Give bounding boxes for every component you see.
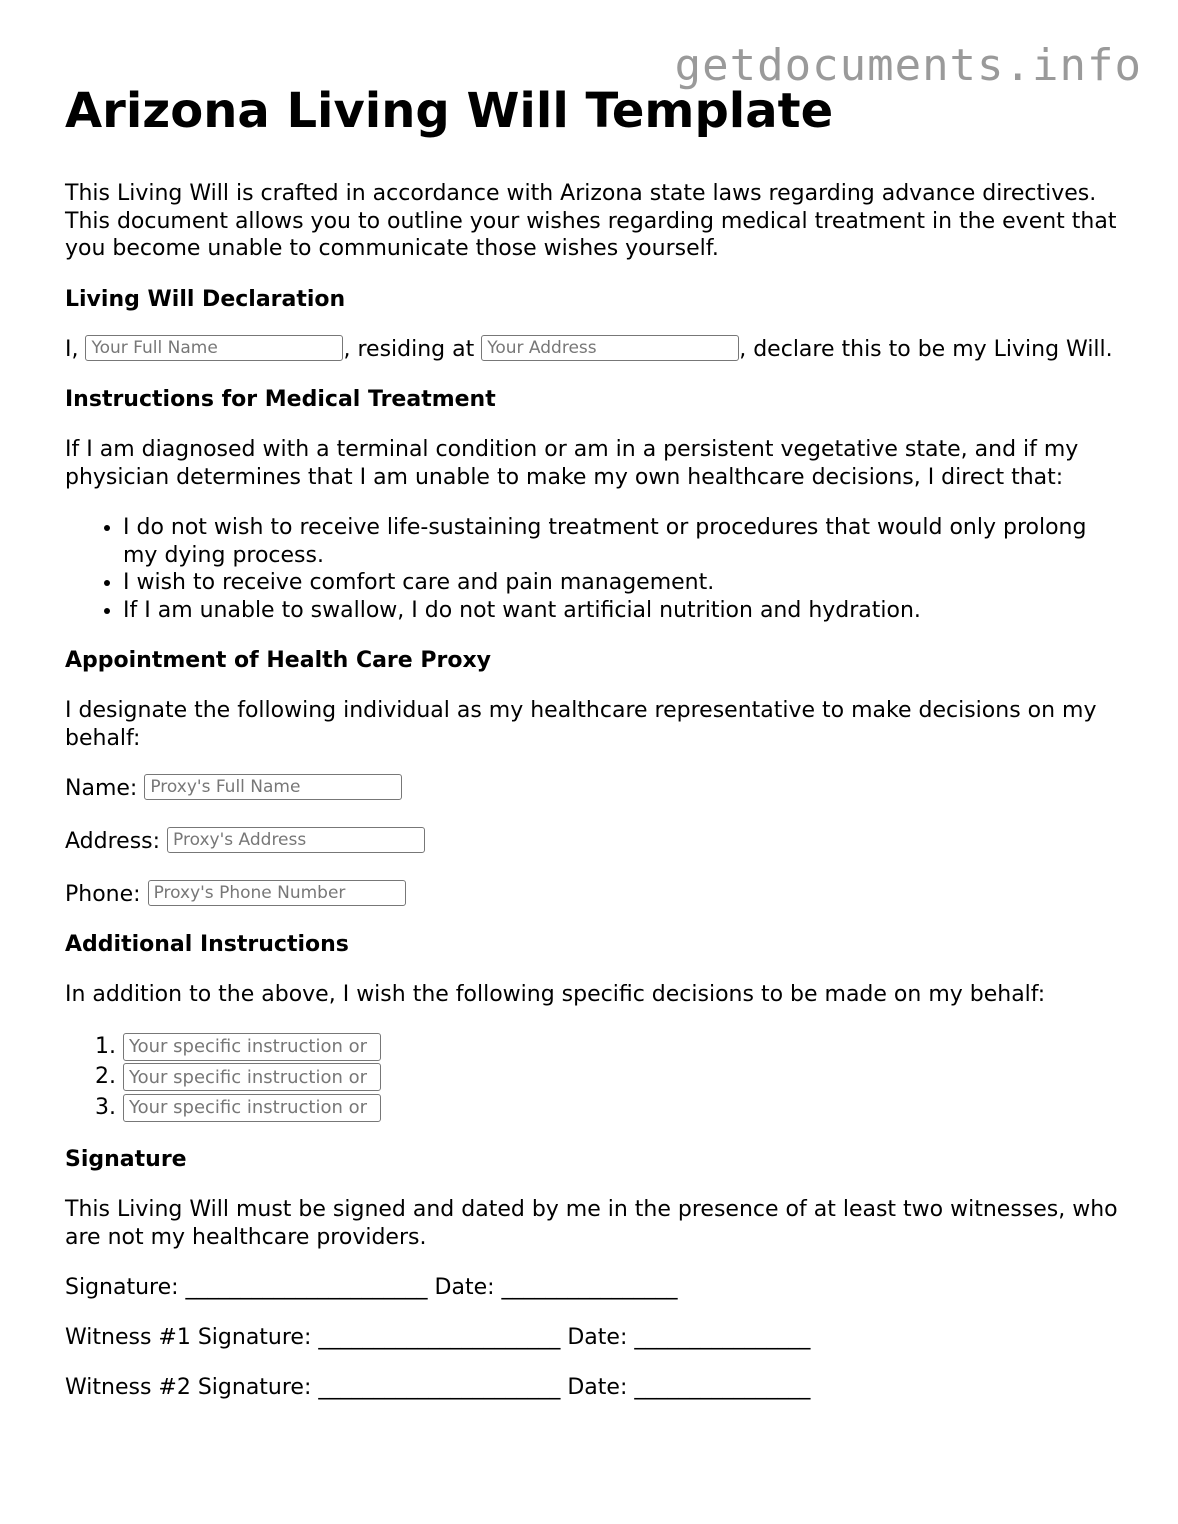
specific-instruction-input-2[interactable] (123, 1063, 381, 1091)
witness-2-signature-line: Witness #2 Signature: ______________________ Date: ________________ (65, 1375, 811, 1400)
document-page (65, 84, 1125, 1424)
list-item (123, 1032, 1125, 1063)
list-item: • I do not wish to receive life-sustaining treatment or procedures that would only prolong my dying process. (123, 514, 1125, 569)
page-title: Arizona Living Will Template (65, 83, 834, 139)
list-item (123, 1093, 1125, 1124)
declaration-middle: , residing at (343, 336, 475, 362)
full-name-input[interactable] (85, 335, 343, 361)
signature-line: Signature: ______________________ Date: ________________ (65, 1275, 678, 1300)
signature-heading: Signature (65, 1147, 187, 1172)
proxy-name-row (65, 775, 1125, 802)
declaration-paragraph (65, 336, 1125, 364)
proxy-heading: Appointment of Health Care Proxy (65, 648, 491, 673)
witness-1-signature-line: Witness #1 Signature: ______________________ Date: ________________ (65, 1325, 811, 1350)
additional-paragraph: In addition to the above, I wish the following specific decisions to be made on my behalf: (65, 982, 1046, 1007)
instructions-paragraph: If I am diagnosed with a terminal condition or am in a persistent vegetative state, and if my physician determines that I am unable to make my own healthcare decisions, I direct that: (65, 437, 1079, 490)
declaration-prefix: I, (65, 336, 79, 362)
specific-instruction-input-1[interactable] (123, 1033, 381, 1061)
additional-list (65, 1032, 1125, 1124)
proxy-name-label: Name: (65, 776, 138, 801)
intro-paragraph: This Living Will is crafted in accordance with Arizona state laws regarding advance directives. This document allows you to outline your wishes regarding medical treatment in the event that you become unable to communicate those wishes yourself. (65, 181, 1117, 261)
proxy-name-input[interactable] (144, 774, 402, 800)
declaration-heading: Living Will Declaration (65, 286, 346, 312)
additional-heading: Additional Instructions (65, 932, 349, 957)
proxy-address-row (65, 828, 1125, 855)
list-item: • I wish to receive comfort care and pain management. (123, 569, 1125, 597)
declaration-suffix: , declare this to be my Living Will. (739, 336, 1113, 362)
specific-instruction-input-3[interactable] (123, 1094, 381, 1122)
proxy-address-label: Address: (65, 829, 161, 854)
proxy-address-input[interactable] (167, 827, 425, 853)
address-input[interactable] (481, 335, 739, 361)
proxy-phone-row (65, 881, 1125, 908)
proxy-phone-input[interactable] (148, 880, 406, 906)
list-item: • If I am unable to swallow, I do not want artificial nutrition and hydration. (123, 597, 1125, 625)
instructions-heading: Instructions for Medical Treatment (65, 387, 496, 412)
proxy-phone-label: Phone: (65, 882, 141, 907)
list-item (123, 1062, 1125, 1093)
instructions-list (65, 514, 1125, 624)
watermark: getdocuments.info (674, 40, 1142, 91)
signature-paragraph: This Living Will must be signed and dated by me in the presence of at least two witnesses, who are not my healthcare providers. (65, 1197, 1118, 1250)
proxy-paragraph: I designate the following individual as my healthcare representative to make decisions on my behalf: (65, 698, 1097, 751)
